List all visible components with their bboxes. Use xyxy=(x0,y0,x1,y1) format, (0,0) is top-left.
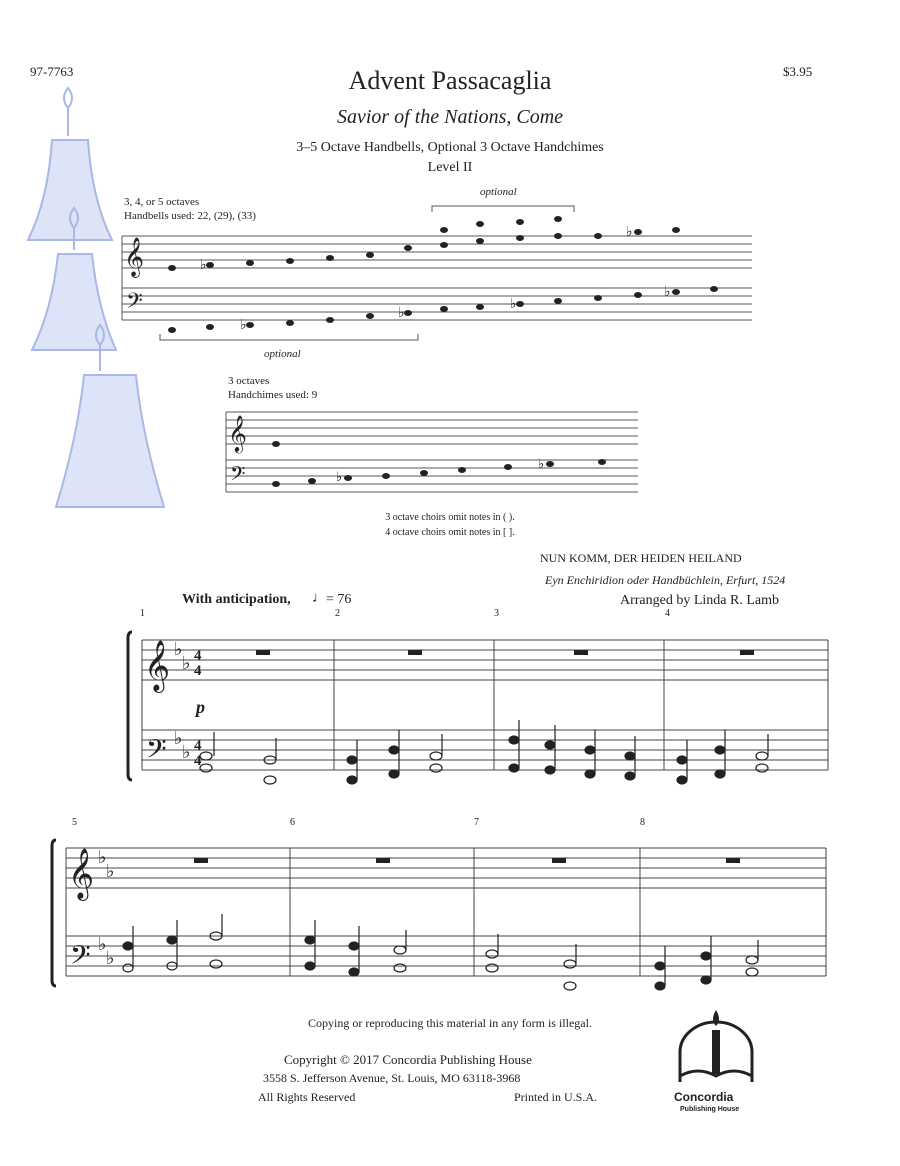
three-octave-note: 3 octave choirs omit notes in ( ). xyxy=(385,512,515,523)
svg-text:♭: ♭ xyxy=(182,653,191,673)
svg-text:𝄞: 𝄞 xyxy=(228,415,247,451)
page-title: Advent Passacaglia xyxy=(348,66,552,95)
tune-source: Eyn Enchiridion oder Handbüchlein, Erfurt, 1524 xyxy=(545,573,786,587)
handbells-used: Handbells used: 22, (29), (33) xyxy=(124,210,256,222)
copyright: Copyright © 2017 Concordia Publishing House xyxy=(284,1052,532,1067)
copying-notice: Copying or reproducing this material in any form is illegal. xyxy=(308,1016,592,1030)
measure-number: 2 xyxy=(335,608,340,619)
measure-number: 3 xyxy=(494,608,499,619)
catalog-number: 97-7763 xyxy=(30,64,74,79)
measure-number: 7 xyxy=(474,817,479,828)
publisher-address: 3558 S. Jefferson Avenue, St. Louis, MO 63118-3968 xyxy=(263,1071,521,1085)
price: $3.95 xyxy=(783,64,813,79)
instrumentation: 3–5 Octave Handbells, Optional 3 Octave Handchimes xyxy=(296,140,604,155)
svg-text:♭: ♭ xyxy=(240,318,247,333)
arranger: Arranged by Linda R. Lamb xyxy=(620,593,780,608)
dynamic-marking: p xyxy=(196,697,205,717)
difficulty-level: Level II xyxy=(427,160,473,175)
page-subtitle: Savior of the Nations, Come xyxy=(336,106,564,128)
printed-in: Printed in U.S.A. xyxy=(514,1090,598,1104)
svg-text:4: 4 xyxy=(194,648,202,664)
svg-text:♭: ♭ xyxy=(174,639,183,659)
svg-text:♭: ♭ xyxy=(174,728,183,748)
measure-number: 8 xyxy=(640,817,645,828)
svg-text:♭: ♭ xyxy=(336,469,343,484)
svg-text:𝄢: 𝄢 xyxy=(126,289,143,318)
measure-number: 1 xyxy=(140,608,145,619)
optional-label-top: optional xyxy=(480,186,517,198)
measure-number: 6 xyxy=(290,817,295,828)
svg-text:♭: ♭ xyxy=(98,847,107,867)
svg-text:4: 4 xyxy=(194,753,202,769)
svg-text:♭: ♭ xyxy=(106,861,115,881)
svg-text:♭: ♭ xyxy=(664,285,671,300)
rights-reserved: All Rights Reserved xyxy=(258,1090,356,1104)
tempo-value: = 76 xyxy=(326,592,352,607)
svg-text:𝄢: 𝄢 xyxy=(70,940,91,976)
svg-text:♭: ♭ xyxy=(98,934,107,954)
optional-label-bottom: optional xyxy=(264,348,301,360)
tune-name: NUN KOMM, DER HEIDEN HEILAND xyxy=(540,551,742,565)
svg-text:𝄞: 𝄞 xyxy=(144,641,171,690)
quarter-note-icon: ♩ xyxy=(312,590,327,606)
publisher-logo-subtext: Publishing House xyxy=(680,1106,740,1113)
svg-text:♭: ♭ xyxy=(510,297,517,312)
measure-number: 5 xyxy=(72,817,77,828)
svg-text:4: 4 xyxy=(194,738,202,754)
handchime-octaves: 3 octaves xyxy=(228,375,270,387)
svg-text:♭: ♭ xyxy=(106,948,115,968)
svg-text:𝄢: 𝄢 xyxy=(146,734,167,770)
svg-text:♭: ♭ xyxy=(538,456,545,471)
svg-text:4: 4 xyxy=(194,663,202,679)
tempo-marking: With anticipation, xyxy=(182,592,291,607)
publisher-logo-text: Concordia xyxy=(674,1090,734,1104)
svg-text:𝄞: 𝄞 xyxy=(68,849,95,898)
svg-text:𝄢: 𝄢 xyxy=(230,464,246,490)
svg-text:♭: ♭ xyxy=(182,742,191,762)
svg-text:♭: ♭ xyxy=(200,258,207,273)
svg-text:♭: ♭ xyxy=(626,225,633,240)
handchimes-used: Handchimes used: 9 xyxy=(228,389,318,401)
svg-text:𝄞: 𝄞 xyxy=(124,239,145,276)
handbell-octaves: 3, 4, or 5 octaves xyxy=(124,196,200,208)
four-octave-note: 4 octave choirs omit notes in [ ]. xyxy=(385,527,515,538)
measure-number: 4 xyxy=(665,608,670,619)
svg-text:♭: ♭ xyxy=(398,306,405,321)
